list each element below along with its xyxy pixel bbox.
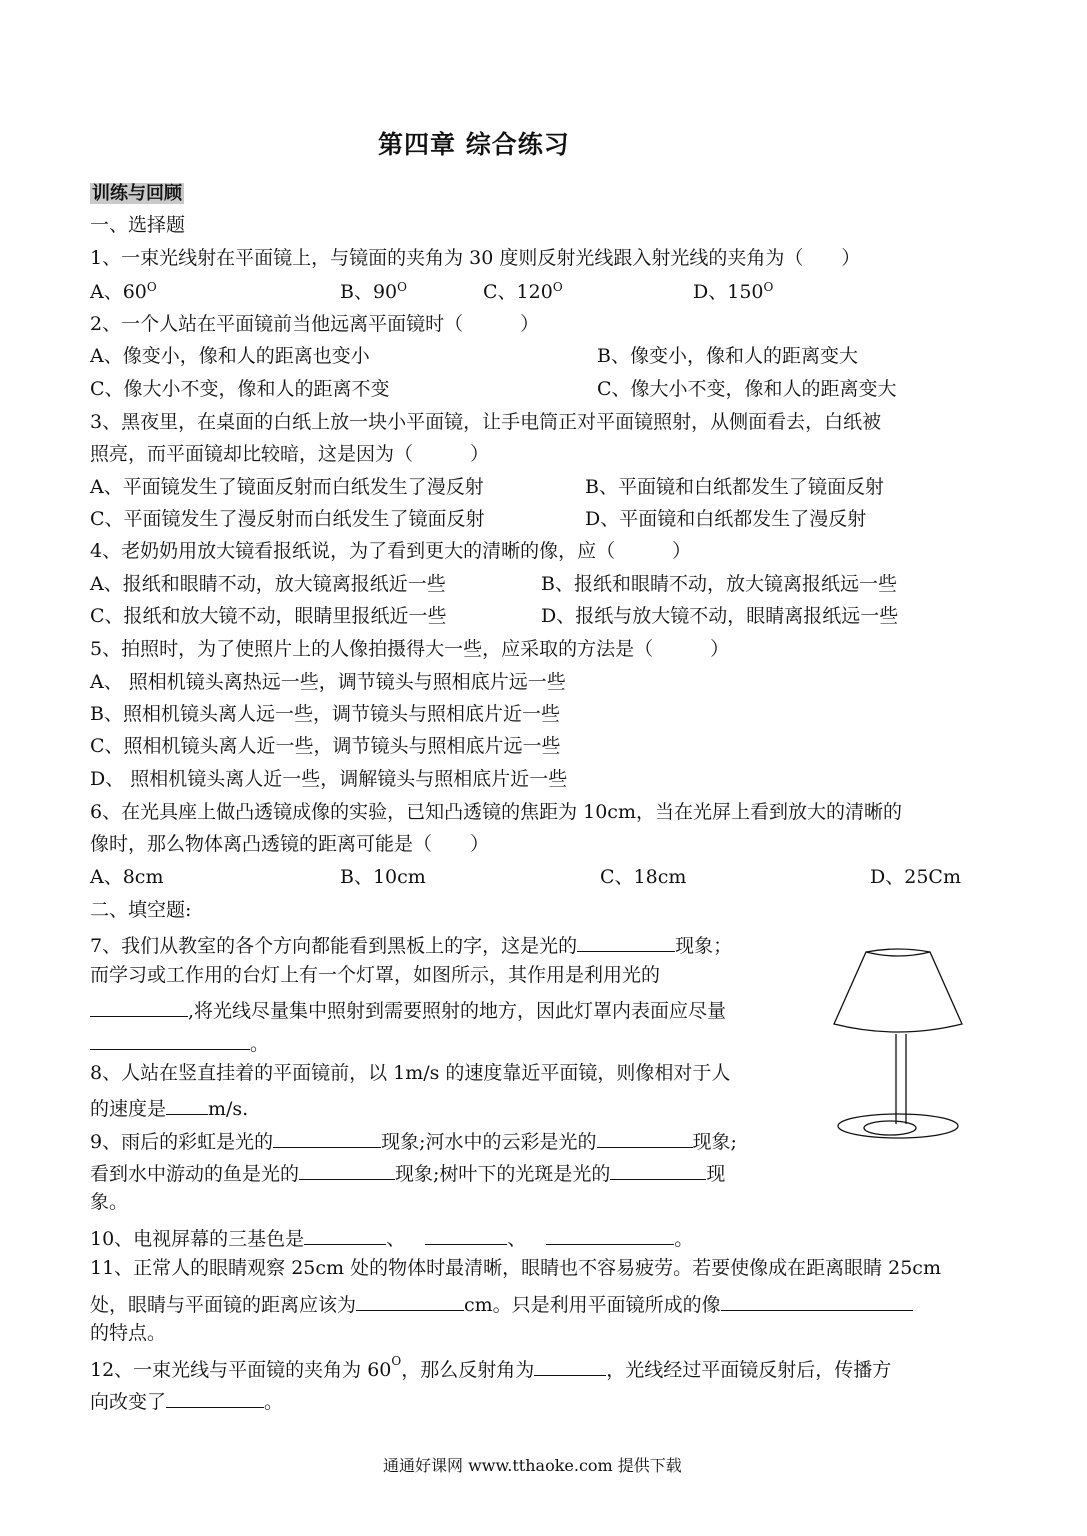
answer-blank[interactable] bbox=[166, 1389, 264, 1408]
degree-mark: O bbox=[391, 1354, 402, 1368]
question-9-line-3: 象。 bbox=[90, 1191, 129, 1213]
question-9-line-2: 看到水中游动的鱼是光的 现象;树叶下的光斑是光的 现 bbox=[90, 1163, 726, 1185]
desk-lamp-icon bbox=[828, 948, 970, 1140]
question-3-stem-2: 照亮，而平面镜却比较暗，这是因为（ ） bbox=[90, 443, 490, 465]
question-11-line-3: 的特点。 bbox=[90, 1322, 167, 1344]
degree-mark: O bbox=[552, 280, 563, 294]
degree-mark: O bbox=[397, 280, 407, 294]
question-3-option-c: C、平面镜发生了漫反射而白纸发生了镜面反射 bbox=[90, 508, 485, 530]
question-12-line-1: 12、一束光线与平面镜的夹角为 $60^O$，那么反射角为 ，光线经过平面镜反射后，传播方 bbox=[90, 1354, 892, 1381]
question-6-stem-1: 6、在光具座上做凸透镜成像的实验，已知凸透镜的焦距为 10cm，当在光屏上看到放大的清晰的 bbox=[90, 801, 902, 823]
question-9-line-1: 9、雨后的彩虹是光的 现象;河水中的云彩是光的 现象; bbox=[90, 1131, 737, 1153]
answer-blank[interactable] bbox=[597, 1129, 693, 1148]
question-12-line-2: 向改变了 。 bbox=[90, 1391, 284, 1413]
question-1-option-b: B、$90^O$ bbox=[340, 280, 407, 303]
question-8-line-1: 8、人站在竖直挂着的平面镜前，以 1m/s 的速度靠近平面镜，则像相对于人 bbox=[90, 1062, 731, 1084]
answer-blank[interactable] bbox=[356, 1292, 464, 1311]
question-8-line-2: 的速度是 m/s. bbox=[90, 1098, 249, 1120]
question-2-stem: 2、一个人站在平面镜前当他远离平面镜时（ ） bbox=[90, 313, 540, 335]
answer-blank[interactable] bbox=[610, 1161, 706, 1180]
question-3-option-b: B、平面镜和白纸都发生了镜面反射 bbox=[585, 476, 884, 498]
question-3-stem-1: 3、黑夜里，在桌面的白纸上放一块小平面镜，让手电筒正对平面镜照射，从侧面看去，白纸被 bbox=[90, 411, 882, 433]
page-title: 第四章 综合练习 bbox=[378, 130, 570, 159]
question-5-option-d: D、 照相机镜头离人近一些，调解镜头与照相底片近一些 bbox=[90, 768, 568, 790]
question-6-option-d: D、25Cm bbox=[870, 866, 961, 888]
question-7-line-4: 。 bbox=[90, 1031, 269, 1054]
answer-blank[interactable] bbox=[90, 1031, 250, 1050]
question-2-option-c: C、像大小不变，像和人的距离不变 bbox=[90, 378, 390, 400]
answer-blank[interactable] bbox=[546, 1226, 674, 1245]
question-10-line: 10、电视屏幕的三基色是 、 、 。 bbox=[90, 1228, 694, 1250]
question-2-option-a: A、像变小，像和人的距离也变小 bbox=[90, 345, 370, 367]
question-6-option-c: C、18cm bbox=[600, 866, 687, 888]
degree-mark: O bbox=[146, 280, 157, 294]
answer-blank[interactable] bbox=[90, 998, 188, 1017]
question-7-line-2: 而学习或工作用的台灯上有一个灯罩，如图所示，其作用是利用光的 bbox=[90, 964, 661, 986]
question-4-option-d: D、报纸与放大镜不动，眼睛离报纸远一些 bbox=[541, 605, 899, 627]
question-4-stem: 4、老奶奶用放大镜看报纸说，为了看到更大的清晰的像，应（ ） bbox=[90, 540, 692, 562]
page-footer: 通通好课网 www.tthaoke.com 提供下载 bbox=[383, 1456, 682, 1475]
question-2-option-b: B、像变小，像和人的距离变大 bbox=[597, 345, 858, 367]
question-4-option-a: A、报纸和眼睛不动，放大镜离报纸近一些 bbox=[90, 573, 446, 595]
question-4-option-b: B、报纸和眼睛不动，放大镜离报纸远一些 bbox=[541, 573, 897, 595]
question-5-option-a: A、 照相机镜头离热远一些，调节镜头与照相底片远一些 bbox=[90, 671, 566, 693]
answer-blank[interactable] bbox=[425, 1226, 507, 1245]
answer-blank[interactable] bbox=[534, 1357, 606, 1376]
question-5-option-c: C、照相机镜头离人近一些，调节镜头与照相底片远一些 bbox=[90, 735, 561, 757]
question-1-option-a: A、$60^O$ bbox=[90, 280, 157, 303]
answer-blank[interactable] bbox=[299, 1161, 395, 1180]
question-1-option-c: C、$120^O$ bbox=[483, 280, 563, 303]
question-5-option-b: B、照相机镜头离人远一些，调节镜头与照相底片近一些 bbox=[90, 703, 560, 725]
question-3-option-d: D、平面镜和白纸都发生了漫反射 bbox=[585, 508, 867, 530]
section-tag: 训练与回顾 bbox=[92, 183, 182, 204]
question-2-option-d: C、像大小不变，像和人的距离变大 bbox=[597, 378, 897, 400]
question-11-line-1: 11、正常人的眼睛观察 25cm 处的物体时最清晰，眼睛也不容易疲劳。若要使像成在距离眼睛 25cm bbox=[90, 1257, 941, 1279]
question-3-option-a: A、平面镜发生了镜面反射而白纸发生了漫反射 bbox=[90, 476, 484, 498]
answer-blank[interactable] bbox=[577, 933, 675, 952]
question-7-line-3: ,将光线尽量集中照射到需要照射的地方，因此灯罩内表面应尽量 bbox=[90, 998, 726, 1021]
degree-mark: O bbox=[763, 280, 774, 294]
answer-blank[interactable] bbox=[273, 1129, 381, 1148]
question-4-option-c: C、报纸和放大镜不动，眼睛里报纸近一些 bbox=[90, 605, 447, 627]
question-1-option-d: D、$150^O$ bbox=[693, 280, 774, 303]
answer-blank[interactable] bbox=[166, 1096, 208, 1115]
question-1-stem: 1、一束光线射在平面镜上，与镜面的夹角为 30 度则反射光线跟入射光线的夹角为（ ） bbox=[90, 247, 861, 269]
question-7-line-1: 7、我们从教室的各个方向都能看到黑板上的字，这是光的 现象； bbox=[90, 935, 733, 957]
section-heading-choice: 一、选择题 bbox=[90, 214, 186, 236]
section-heading-fill: 二、填空题: bbox=[90, 899, 192, 921]
question-6-option-a: A、8cm bbox=[90, 866, 164, 888]
answer-blank[interactable] bbox=[721, 1292, 913, 1311]
question-5-stem: 5、拍照时，为了使照片上的人像拍摄得大一些，应采取的方法是（ ） bbox=[90, 638, 730, 660]
question-6-option-b: B、10cm bbox=[340, 866, 426, 888]
question-11-line-2: 处，眼睛与平面镜的距离应该为 cm。只是利用平面镜所成的像 bbox=[90, 1292, 913, 1315]
answer-blank[interactable] bbox=[304, 1226, 386, 1245]
question-6-stem-2: 像时，那么物体离凸透镜的距离可能是（ ） bbox=[90, 833, 490, 855]
